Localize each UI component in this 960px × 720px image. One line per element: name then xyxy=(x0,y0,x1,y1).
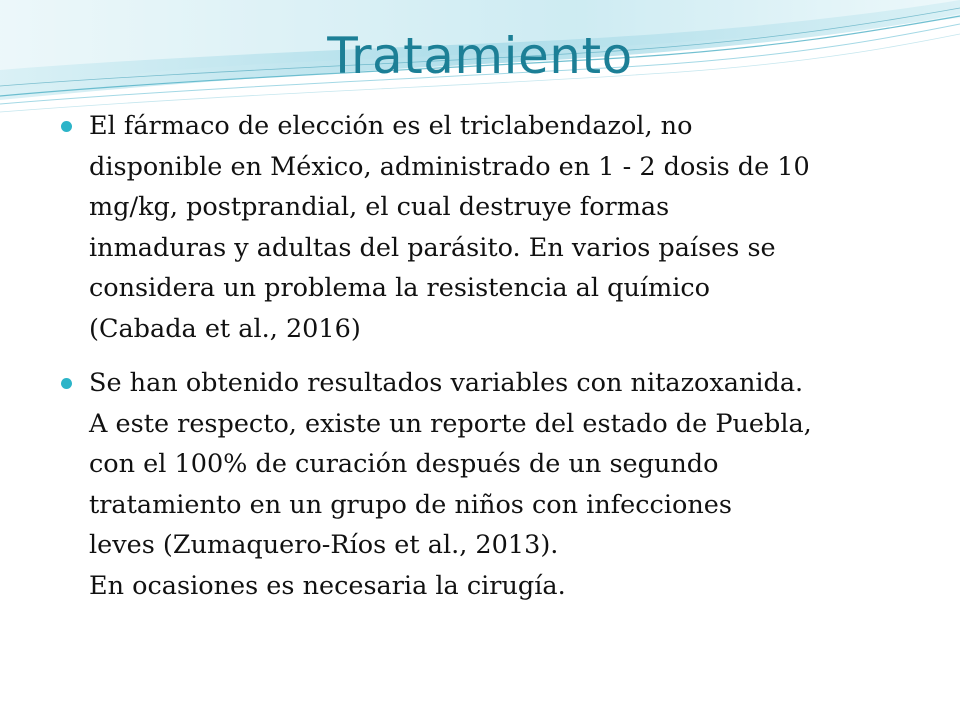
bullet-line: En ocasiones es necesaria la cirugía. xyxy=(89,570,566,601)
bullet-line: (Cabada et al., 2016) xyxy=(89,313,361,344)
bullet-icon xyxy=(61,378,72,389)
bullet-item xyxy=(60,363,940,606)
bullet-icon xyxy=(61,121,72,132)
bullet-line: leves (Zumaquero-Ríos et al., 2013). xyxy=(89,530,559,560)
bullet-line: disponible en México, administrado en 1 - 2 dosis de 10 xyxy=(89,151,810,182)
bullet-line: Se han obtenido resultados variables con nitazoxanida. xyxy=(89,368,804,398)
bullet-list xyxy=(60,106,940,620)
bullet-line: considera un problema la resistencia al químico xyxy=(89,273,711,303)
bullet-line: con el 100% de curación después de un segundo xyxy=(89,449,719,479)
bullet-line: A este respecto, existe un reporte del estado de Puebla, xyxy=(89,408,812,439)
bullet-item xyxy=(60,106,940,349)
slide-title: Tratamiento xyxy=(327,27,633,85)
bullet-line: inmaduras y adultas del parásito. En varios países se xyxy=(89,232,776,263)
bullet-line: tratamiento en un grupo de niños con infecciones xyxy=(89,489,732,520)
bullet-line: El fármaco de elección es el triclabendazol, no xyxy=(89,111,693,141)
bullet-line: mg/kg, postprandial, el cual destruye formas xyxy=(89,192,670,222)
